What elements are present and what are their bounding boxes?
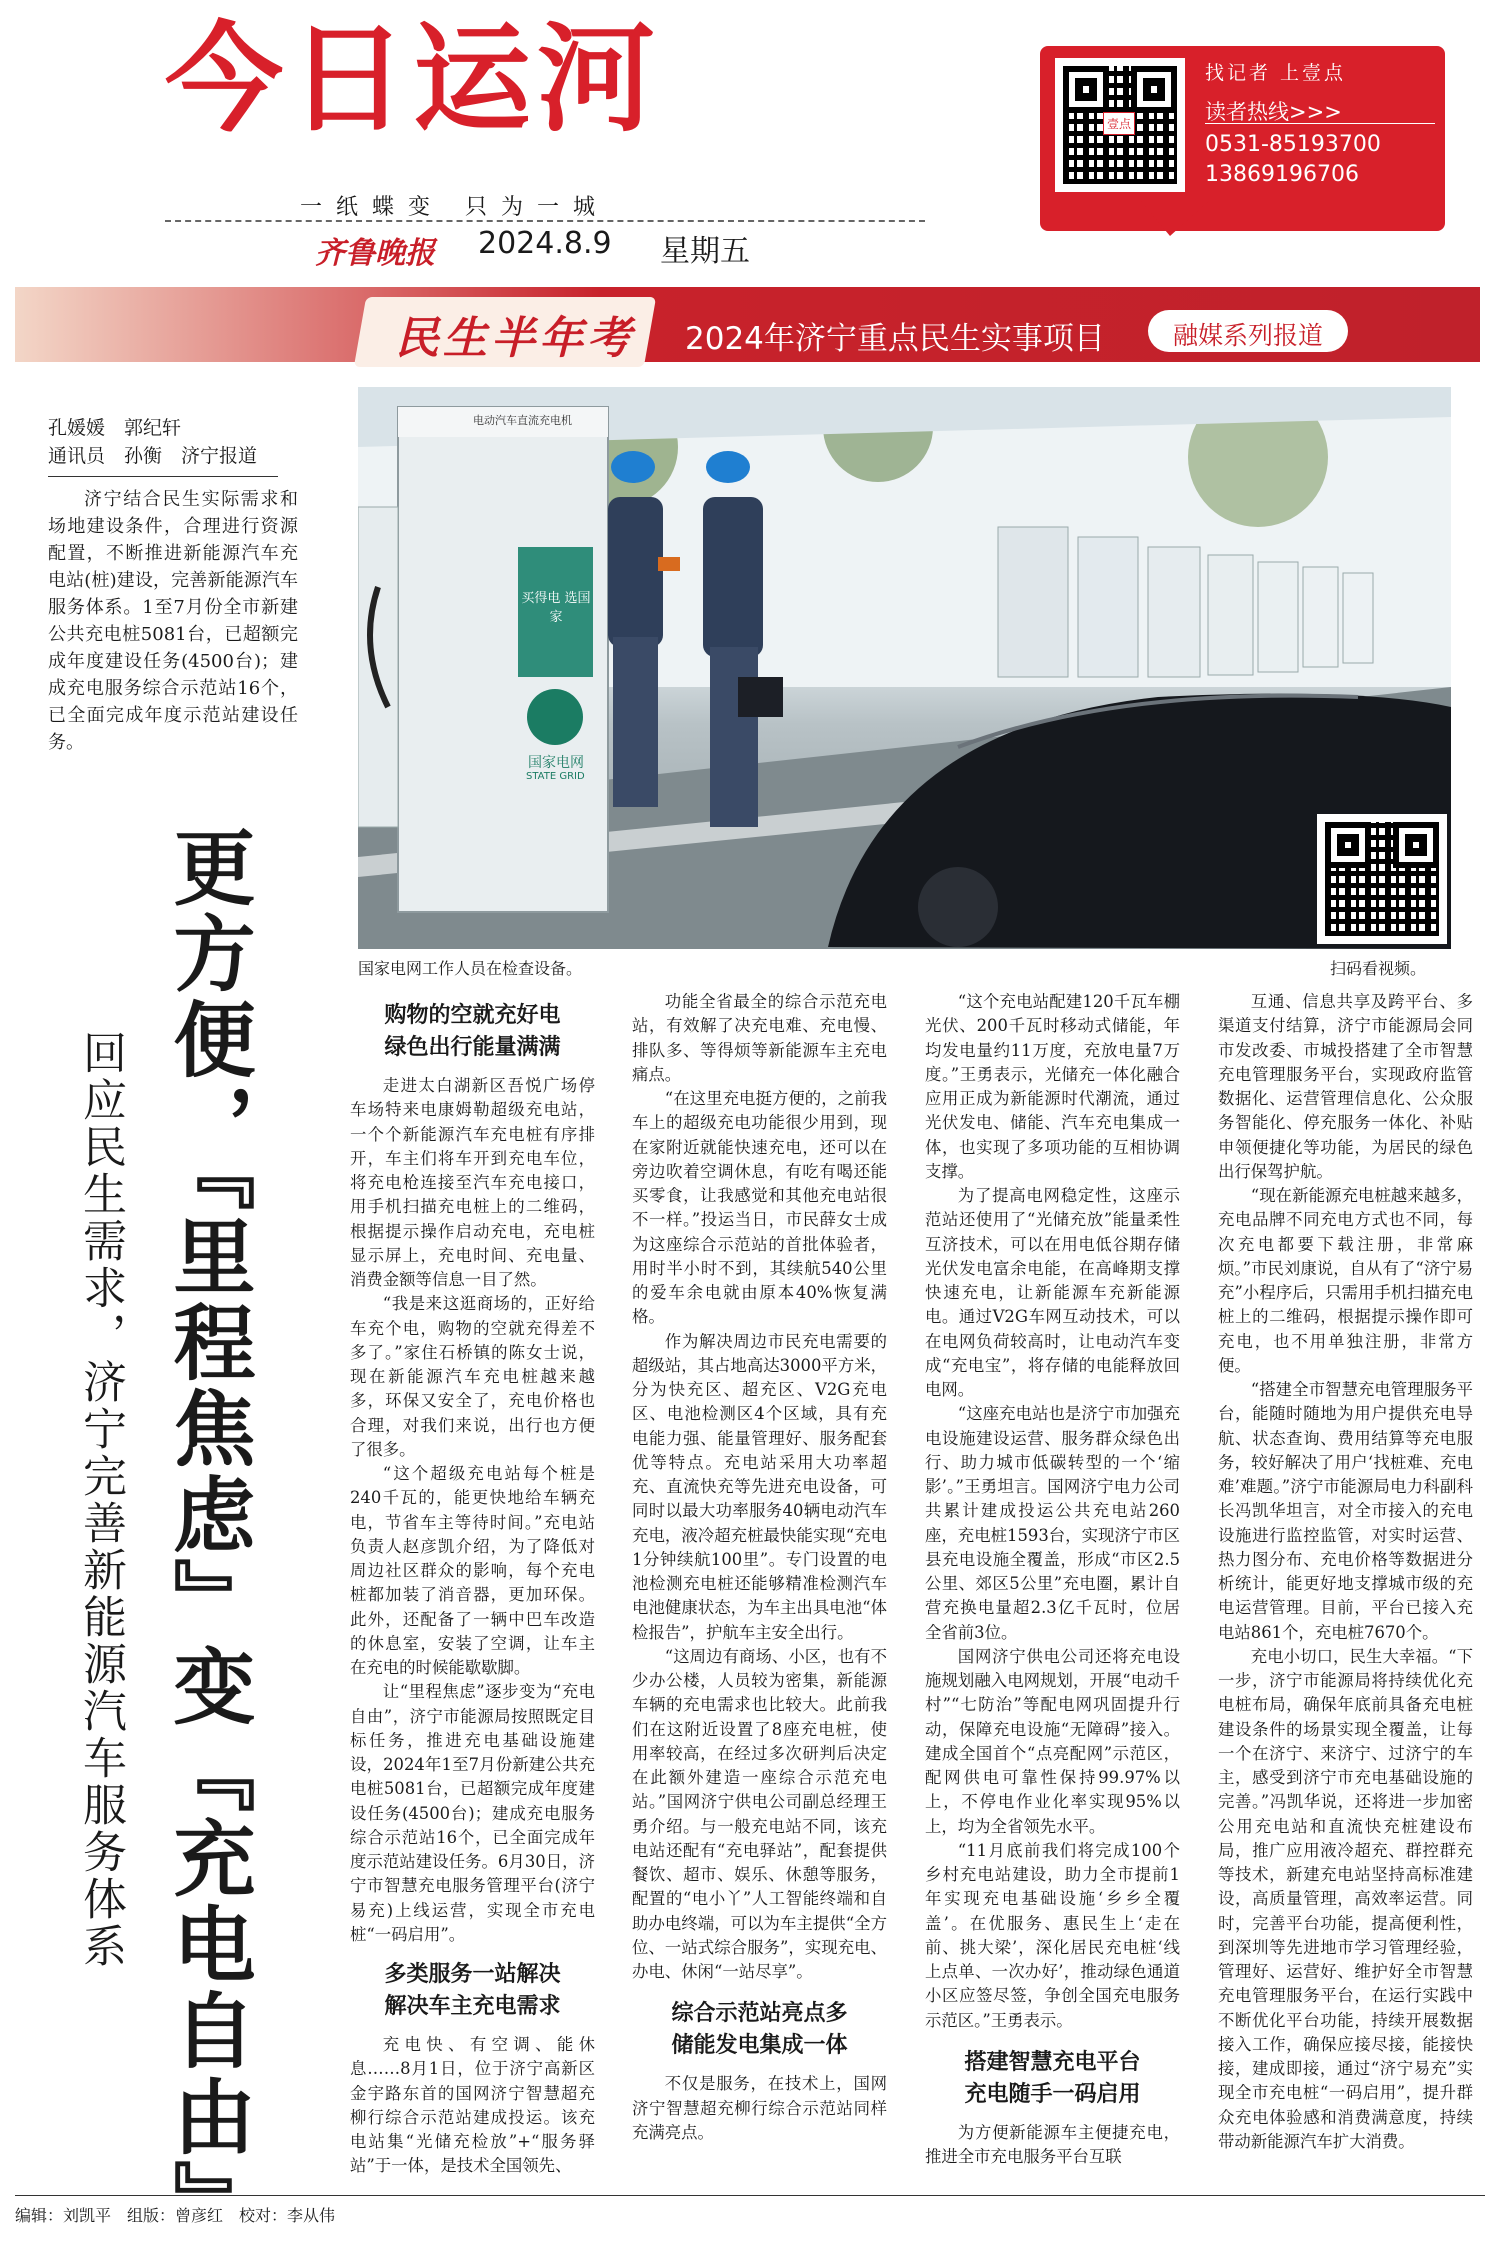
column-paragraphs (925, 990, 1180, 2033)
charger-panel-text: 买得电 选国家 (521, 591, 591, 625)
app-qr-code[interactable] (1055, 58, 1185, 192)
article-paragraph: 互通、信息共享及跨平台、多渠道支付结算，济宁市能源局会同市发改委、市城投搭建了全市智慧充电管理服务平台，实现政府监管数据化、运营管理信息化、公众服务智能化、停充服务一体化、补贴申领便捷化等功能，为居民的绿色出行保驾护航。 (1218, 992, 1473, 1181)
article-paragraph: 不仅是服务，在技术上，国网济宁智慧超充柳行综合示范站同样充满亮点。 (632, 2074, 887, 2142)
charger-model-label: 电动汽车直流充电机 (473, 414, 572, 427)
reader-hotline-label: 读者热线>>> (1205, 100, 1342, 124)
photo-caption: 国家电网工作人员在检查设备。 (358, 959, 583, 978)
charging-station-photo (358, 387, 1451, 949)
article-paragraph: 功能全省最全的综合示范充电站，有效解了决充电难、充电慢、排队多、等得烦等新能源车主充电痛点。 (632, 992, 887, 1084)
article-paragraph: “现在新能源充电桩越来越多，充电品牌不同充电方式也不同，每次充电都要下载注册，非常麻烦。”市民刘康说，自从有了“济宁易充”小程序后，只需用手机扫描充电桩上的二维码，根据提示操作即可充电，也不用单独注册，非常方便。 (1218, 1186, 1473, 1375)
article-paragraph: “这周边有商场、小区，也有不少办公楼，人员较为密集，新能源车辆的充电需求也比较大。此前我们在这附近设置了8座充电桩，使用率较高，在经过多次研判后决定在此额外建造一座综合示范充电站。”国网济宁供电公司副总经理王勇介绍。与一般充电站不同，该充电站还配有“充电驿站”，配套提供餐饮、超市、娱乐、休憩等服务，配置的“电小丫”人工智能终端和自助办电终端，可以为车主提供“全方位、一站式综合服务”，实现充电、办电、休闲“一站尽享”。 (632, 1646, 887, 1981)
hotline-underline (1205, 123, 1435, 124)
video-qr-code[interactable] (1317, 814, 1447, 944)
qr-logo-label: 壹点 (1103, 112, 1135, 135)
section-heading: 综合示范站亮点多 储能发电集成一体 (671, 2001, 848, 2059)
masthead-title: 今日运河 (165, 10, 662, 148)
masthead-divider (165, 220, 925, 222)
qr-caption: 扫码看视频。 (1330, 959, 1427, 978)
article-paragraph: “这个充电站配建120千瓦车棚光伏、200千瓦时移动式储能，年均发电量约11万度，充放电量7万度。”王勇表示，光储充一体化融合应用正成为新能源时代潮流，通过光伏发电、储能、汽车充电集成一体，也实现了多项功能的互相协调支撑。 (925, 992, 1180, 1181)
article-column-2 (632, 990, 887, 2145)
article-paragraph: 走进太白湖新区吾悦广场停车场特来电康姆勒超级充电站，一个个新能源汽车充电桩有序排开，车主们将车开到充电车位，将充电枪连接至汽车充电接口，用手机扫描充电桩上的二维码，根据提示操作启动充电，充电桩显示屏上，充电时间、充电量、消费金额等信息一目了然。 (350, 1076, 595, 1289)
page-credits: 编辑：刘凯平 组版：曾彦红 校对：李从伟 (15, 2206, 336, 2225)
article-paragraph: 充电快、有空调、能休息……8月1日，位于济宁高新区金宇路东首的国网济宁智慧超充柳行综合示范站建成投运。该充电站集“光储充检放”+“服务驿站”于一体，是技术全国领先、 (350, 2035, 595, 2176)
article-paragraph: 作为解决周边市民充电需要的超级站，其占地高达3000平方米，分为快充区、超充区、V2G充电区、电池检测区4个区域，具有充电能力强、能量管理好、服务配套优等特点。充电站采用大功率超充、直流快充等先进充电设备，可同时以最大功率服务40辆电动汽车充电，液冷超充桩最快能实现“充电1分钟续航100里”。专门设置的电池检测充电桩还能够精准检测汽车电池健康状态，为车主出具电池“体检报告”，护航车主安全出行。 (632, 1331, 887, 1642)
column-paragraphs (632, 2072, 887, 2145)
article-column-1 (350, 1000, 595, 2179)
section-heading: 搭建智慧充电平台 充电随手一码启用 (964, 2049, 1141, 2107)
article-paragraph: 充电小切口，民生大幸福。“下一步，济宁市能源局将持续优化充电桩布局，确保年底前具备充电桩建设条件的场景实现全覆盖，让每一个在济宁、来济宁、过济宁的车主，感受到济宁市充电基础设施的完善。”冯凯华说，还将进一步加密公用充电站和直流快充桩建设布局，推广应用液冷超充、群控群充等技术，新建充电站坚持高标准建设，高质量管理，高效率运营。同时，完善平台功能，提高便利性，到深圳等先进地市学习管理经验，管理好、运营好、维护好全市智慧充电管理服务平台，在运行实践中不断优化平台功能，持续开展数据接入工作，确保应接尽接，能接快接，建成即接，通过“济宁易充”实现全市充电桩“一码启用”，提升群众充电体验感和消费满意度，持续带动新能源汽车扩大消费。 (1218, 1646, 1473, 2151)
article-paragraph: 国网济宁供电公司还将充电设施规划融入电网规划，开展“电动千村”“七防治”等配电网巩固提升行动，保障充电设施“无障碍”接入。建成全国首个“点亮配网”示范区，配网供电可靠性保持99.97%以上，不停电作业化率实现95%以上，均为全省领先水平。 (925, 1646, 1180, 1836)
column-paragraphs (350, 1074, 595, 1947)
column-paragraphs (350, 2033, 595, 2179)
masthead-slogan: 一纸蝶变 只为一城 (300, 195, 609, 220)
hotline-bubble-tail (1140, 200, 1210, 236)
article-lede: 济宁结合民生实际需求和场地建设条件，合理进行资源配置，不断推进新能源汽车充电站(桩)建设，完善新能源汽车服务体系。1至7月份全市新建公共充电桩5081台，已超额完成年度建设任务(4500台)；建成充电服务综合示范站16个，已全面完成年度示范站建设任务。 (48, 489, 298, 753)
column-paragraphs (925, 2121, 1180, 2170)
column-paragraphs (632, 990, 887, 1984)
article-column-4 (1218, 990, 1473, 2154)
issue-date: 2024.8.9 (478, 226, 612, 261)
article-paragraph: 为方便新能源车主便捷充电，推进全市充电服务平台互联 (925, 2122, 1180, 2166)
hotline-phone-1: 0531-85193700 (1205, 132, 1381, 157)
byline-reporters: 孔媛媛 郭纪轩 (48, 417, 182, 439)
find-reporter-text: 找记者 上壹点 (1205, 62, 1347, 84)
article-paragraph: 为了提高电网稳定性，这座示范站还使用了“光储充放”能量柔性互济技术，可以在用电低谷期存储光伏发电富余电能，在高峰期支撑快速充电，让新能源车充新能源电。通过V2G车网互动技术，可以在电网负荷较高时，让电动汽车变成“充电宝”，将存储的电能释放回电网。 (925, 1186, 1180, 1399)
article-paragraph: “11月底前我们将完成100个乡村充电站建设，助力全市提前1年实现充电基础设施‘乡乡全覆盖’。在优服务、惠民生上‘走在前、挑大梁’，深化居民充电桩‘线上点单、一次办好’，推动绿色通道小区应签尽签，争创全国充电服务示范区。”王勇表示。 (925, 1840, 1180, 2030)
article-column-3 (925, 990, 1180, 2169)
state-grid-brand-en: STATE GRID (526, 771, 585, 782)
qr-code-icon (1325, 822, 1439, 936)
section-heading: 多类服务一站解决 解决车主充电需求 (384, 1962, 561, 2019)
article-paragraph: “在这里充电挺方便的，之前我车上的超级充电功能很少用到，现在家附近就能快速充电，还可以在旁边吹着空调休息，有吃有喝还能买零食，让我感觉和其他充电站很不一样。”投运当日，市民薛女士成为这座综合示范站的首批体验者，用时半小时不到，其续航540公里的爱车余电就由原本40%恢复满格。 (632, 1089, 887, 1327)
article-paragraph: “这个超级充电站每个桩是240千瓦的，能更快地给车辆充电，节省车主等待时间。”充电站负责人赵彦凯介绍，为了降低对周边社区群众的影响，每个充电桩都加装了消音器，更加环保。此外，还配备了一辆中巴车改造的休息室，安装了空调，让车主在充电的时候能歇歇脚。 (350, 1464, 595, 1677)
paper-name: 齐鲁晚报 (315, 236, 435, 271)
banner-title: 2024年济宁重点民生实事项目 (685, 321, 1105, 357)
hotline-phone-2: 13869196706 (1205, 162, 1359, 187)
footer-divider (15, 2195, 1485, 2196)
photo-illustration (358, 387, 1451, 949)
article-paragraph: “这座充电站也是济宁市加强充电设施建设运营、服务群众绿色出行、助力城市低碳转型的一个‘缩影’。”王勇坦言。国网济宁电力公司共累计建成投运公共充电站260座，充电桩1593台，实现济宁市区县充电设施全覆盖，形成“市区2.5公里、郊区5公里”充电圈，累计自营充换电量超2.3亿千瓦时，位居全省前3位。 (925, 1404, 1180, 1642)
byline-divider (48, 476, 278, 477)
article-paragraph: “搭建全市智慧充电管理服务平台，能随时随地为用户提供充电导航、状态查询、费用结算等充电服务，较好解决了用户‘找桩难、充电难’难题。”济宁市能源局电力科副科长冯凯华坦言，对全市接入的充电设施进行监控监管，对实时运营、热力图分布、充电价格等数据进分析统计，能更好地支撑城市级的充电运营管理。目前，平台已接入充电站861个，充电桩7670个。 (1218, 1380, 1473, 1642)
column-paragraphs (1218, 990, 1473, 2154)
banner-tag: 民生半年考 (395, 313, 635, 364)
main-headline: 更方便，『里程焦虑』变『充电自由』 (160, 825, 256, 2246)
section-heading: 购物的空就充好电 绿色出行能量满满 (384, 1003, 561, 1060)
article-paragraph: “我是来这逛商场的，正好给车充个电，购物的空就充得差不多了。”家住石桥镇的陈女士说，现在新能源汽车充电桩越来越多，环保又安全了，充电价格也合理，对我们来说，出行也方便了很多。 (350, 1294, 595, 1459)
state-grid-brand: 国家电网 (528, 755, 584, 771)
banner-series-label: 融媒系列报道 (1172, 321, 1323, 350)
sub-headline: 回应民生需求，济宁完善新能源汽车服务体系 (75, 1030, 126, 1970)
issue-weekday: 星期五 (660, 234, 750, 269)
article-paragraph: 让“里程焦虑”逐步变为“充电自由”，济宁市能源局按照既定目标任务，推进充电基础设施建设，2024年1至7月份新建公共充电桩5081台，已超额完成年度建设任务(4500台)；建成充电服务综合示范站16个，已全面完成年度示范站建设任务。6月30日，济宁市智慧充电服务管理平台(济宁易充)上线运营，实现全市充电桩“一码启用”。 (350, 1682, 595, 1944)
byline-correspondent: 通讯员 孙衡 济宁报道 (48, 445, 258, 467)
